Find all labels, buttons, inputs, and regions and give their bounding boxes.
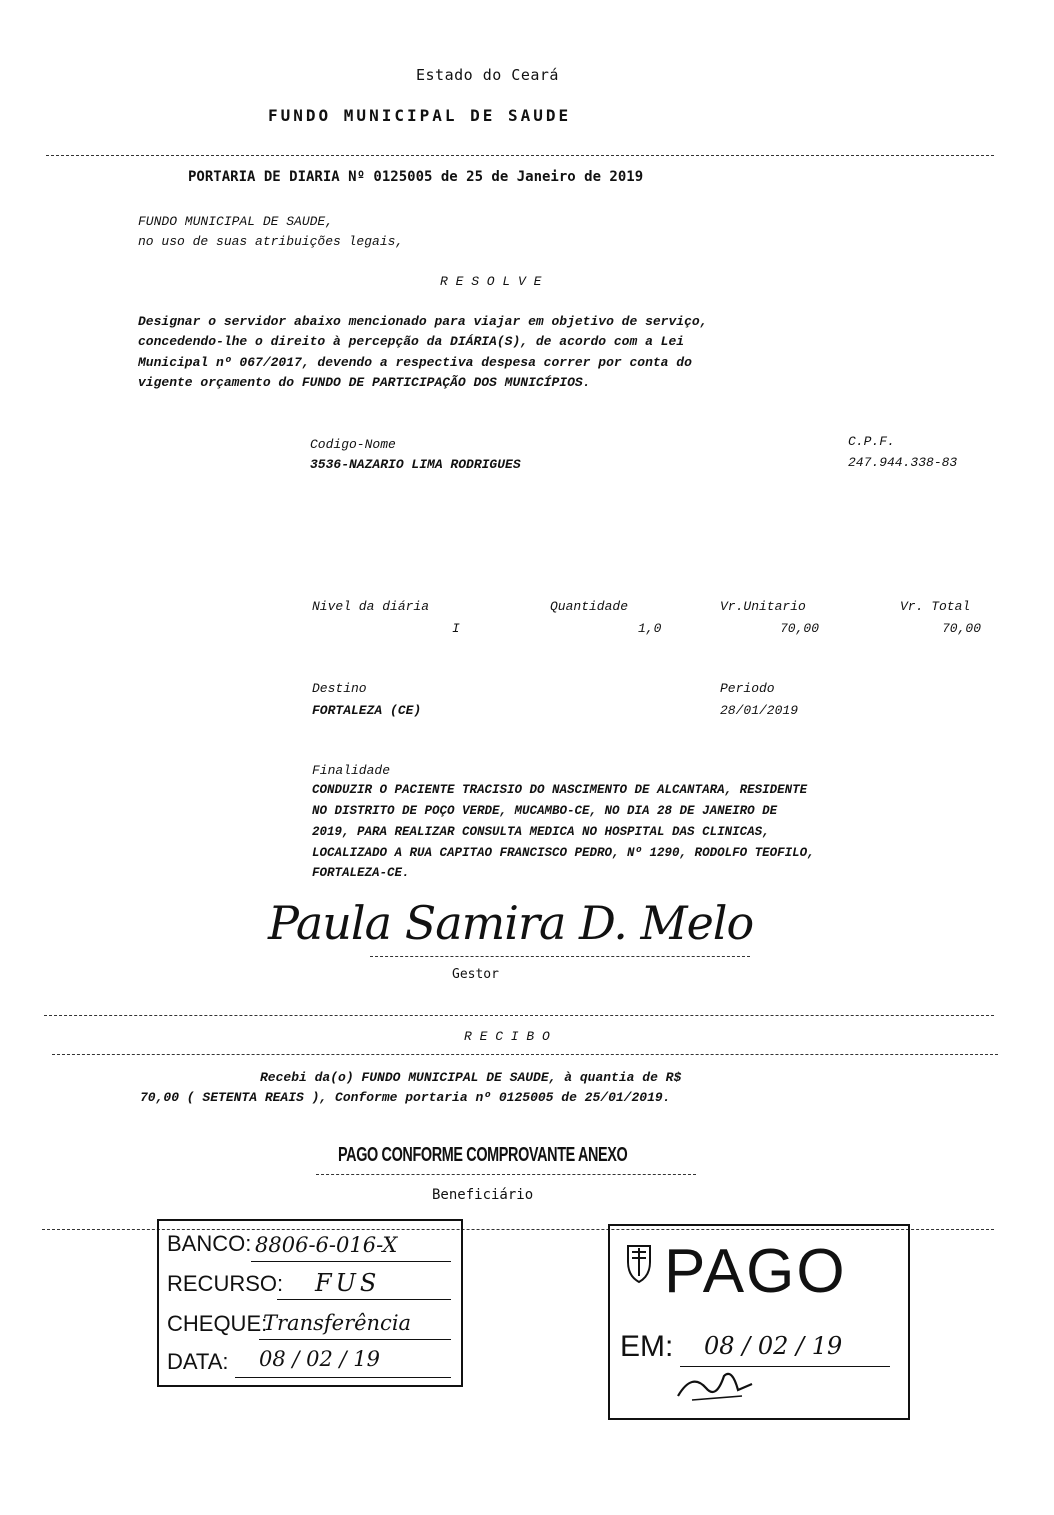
banco-label: BANCO: bbox=[167, 1231, 252, 1256]
paid-initials-icon bbox=[672, 1366, 762, 1406]
code-name-value: 3536-NAZARIO LIMA RODRIGUES bbox=[310, 457, 521, 472]
purpose-line-4: LOCALIZADO A RUA CAPITAO FRANCISCO PEDRO, Nº 1290, RODOLFO TEOFILO, bbox=[312, 846, 815, 860]
resolve-label: R E S O L V E bbox=[440, 274, 542, 289]
fund-title: FUNDO MUNICIPAL DE SAUDE bbox=[268, 106, 572, 125]
qty-label: Quantidade bbox=[550, 599, 629, 614]
data-value: 08 / 02 / 19 bbox=[259, 1347, 381, 1371]
em-value: 08 / 02 / 19 bbox=[704, 1332, 843, 1360]
beneficiary-label: Beneficiário bbox=[432, 1187, 534, 1203]
destination-value: FORTALEZA (CE) bbox=[312, 703, 422, 718]
gestor-label: Gestor bbox=[452, 967, 499, 982]
data-label: DATA: bbox=[167, 1349, 229, 1374]
signature-line bbox=[370, 956, 750, 957]
portaria-title: PORTARIA DE DIARIA Nº 0125005 de 25 de Janeiro de 2019 bbox=[188, 169, 644, 185]
purpose-line-1: CONDUZIR O PACIENTE TRACISIO DO NASCIMENTO DE ALCANTARA, RESIDENTE bbox=[312, 783, 808, 797]
gestor-signature: Paula Samira D. Melo bbox=[268, 896, 754, 950]
body-line-3: Municipal nº 067/2017, devendo a respectiva despesa correr por conta do bbox=[138, 355, 692, 370]
period-label: Periodo bbox=[720, 681, 775, 696]
intro-line-1: FUNDO MUNICIPAL DE SAUDE, bbox=[138, 214, 334, 229]
receipt-line-2: 70,00 ( SETENTA REAIS ), Conforme portaria nº 0125005 de 25/01/2019. bbox=[140, 1090, 671, 1105]
pago-conforme-stamp: PAGO CONFORME COMPROVANTE ANEXO bbox=[338, 1144, 628, 1166]
level-value: I bbox=[452, 621, 460, 636]
em-label: EM: bbox=[620, 1330, 674, 1363]
cpf-label: C.P.F. bbox=[848, 434, 895, 449]
receipt-line-1: Recebi da(o) FUNDO MUNICIPAL DE SAUDE, à quantia de R$ bbox=[260, 1070, 682, 1085]
pago-stamp-box bbox=[608, 1224, 910, 1420]
destination-label: Destino bbox=[312, 681, 367, 696]
cheque-label: CHEQUE: bbox=[167, 1311, 268, 1336]
recurso-underline bbox=[277, 1299, 451, 1300]
code-name-label: Codigo-Nome bbox=[310, 437, 396, 452]
purpose-line-3: 2019, PARA REALIZAR CONSULTA MEDICA NO HOSPITAL DAS CLINICAS, bbox=[312, 825, 770, 839]
banco-value: 8806-6-016-X bbox=[255, 1233, 398, 1257]
unit-label: Vr.Unitario bbox=[720, 599, 806, 614]
data-underline bbox=[235, 1377, 451, 1378]
receipt-divider-bottom bbox=[52, 1054, 998, 1055]
total-label: Vr. Total bbox=[900, 599, 971, 614]
period-value: 28/01/2019 bbox=[720, 703, 799, 718]
cpf-value: 247.944.338-83 bbox=[848, 455, 958, 470]
receipt-label: R E C I B O bbox=[464, 1029, 550, 1044]
receipt-divider-top bbox=[44, 1015, 994, 1016]
purpose-line-2: NO DISTRITO DE POÇO VERDE, MUCAMBO-CE, NO DIA 28 DE JANEIRO DE bbox=[312, 804, 778, 818]
body-line-1: Designar o servidor abaixo mencionado para viajar em objetivo de serviço, bbox=[138, 314, 708, 329]
coat-of-arms-icon bbox=[624, 1242, 654, 1286]
recurso-label: RECURSO: bbox=[167, 1271, 284, 1296]
state-title: Estado do Ceará bbox=[416, 66, 559, 84]
top-divider bbox=[46, 155, 994, 156]
bank-stamp-box bbox=[157, 1219, 463, 1387]
purpose-label: Finalidade bbox=[312, 763, 391, 778]
qty-value: 1,0 bbox=[638, 621, 662, 636]
banco-underline bbox=[251, 1261, 451, 1262]
pago-title: PAGO bbox=[664, 1237, 847, 1306]
purpose-line-5: FORTALEZA-CE. bbox=[312, 866, 410, 880]
body-line-2: concedendo-lhe o direito à percepção da DIÁRIA(S), de acordo com a Lei bbox=[138, 334, 685, 349]
recurso-value: FUS bbox=[315, 1269, 381, 1297]
cheque-underline bbox=[259, 1339, 451, 1340]
total-value: 70,00 bbox=[942, 621, 982, 636]
unit-value: 70,00 bbox=[780, 621, 820, 636]
cheque-value: Transferência bbox=[263, 1311, 412, 1335]
body-line-4: vigente orçamento do FUNDO DE PARTICIPAÇÃO DOS MUNICÍPIOS. bbox=[138, 375, 591, 390]
level-label: Nivel da diária bbox=[312, 599, 430, 614]
beneficiary-line bbox=[316, 1174, 696, 1175]
intro-line-2: no uso de suas atribuições legais, bbox=[138, 234, 404, 249]
